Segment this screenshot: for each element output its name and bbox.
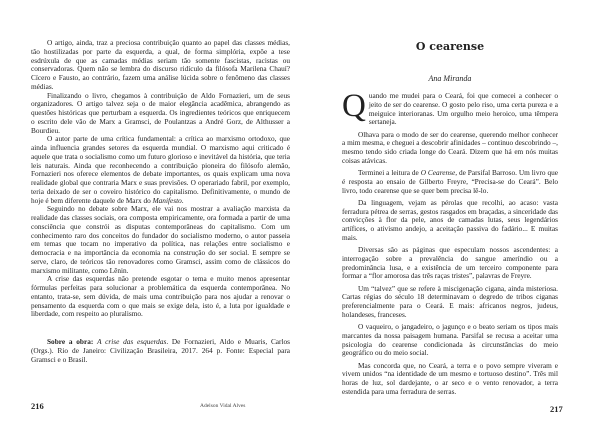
about-label: Sobre a obra: bbox=[47, 337, 94, 346]
book-title: O Cearense bbox=[420, 168, 456, 177]
paragraph-text: , de Parsifal Barroso. Um livro que é resposta ao ensaio de Gilberto Freyre, “Precisa-se do Ceará”. Belo livro, todo cearense que se quer bem precisa lê-lo. bbox=[342, 168, 559, 195]
paragraph: Seguindo no debate sobre Marx, ele vai nos mostrar a avaliação marxista da realidade das classes sociais, ora composta empiricamente, ora formada a partir de uma consciência que constrói as disputas contemporâneas do capitalismo. Com um conhecimento raro dos conceitos do fundador do socialismo moderno, o autor passeia em temas que tocam no imperativo da política, nas relações entre socialismo e democracia e na importância da economia na construção do ser social. E sempre se serve, claro, de teóricos tão renovadores como Gramsci, assim como de clássicos do marxismo militante, como Lênin. bbox=[31, 204, 290, 275]
right-page bbox=[300, 0, 600, 439]
citation: . De Fornazieri, Aldo e Muaris, Carlos (Orgs.). Rio de Janeiro: Civilização Brasileira, 2017. 264 p. Fonte: Especial para Gramsci e o Brasil. bbox=[31, 337, 290, 364]
paragraph-text: Terminei a leitura de bbox=[358, 168, 421, 177]
paragraph: Da linguagem, vejam as pérolas que recolhi, ao acaso: vasta ferradura pétrea de serras, gestos rasgados em braçadas, a sinceridade das convicções à flor da pele, anos de camadas lutas, seus legendários artífices, o ativismo andejo, a aceitação passiva do fadário... E muitas mais. bbox=[342, 197, 558, 242]
page-number: 216 bbox=[31, 401, 44, 411]
paragraph: O vaqueiro, o jangadeiro, o jagunço e o beato seriam os tipos mais marcantes da nossa paisagem humana. Parsifal se recusa a aceitar uma psicologia do cearense condicionada às circunstâncias do meio geográfico ou do meio social. bbox=[342, 322, 558, 358]
page-number: 217 bbox=[550, 404, 563, 414]
paragraph-text: uando me mudei para o Ceará, foi que comecei a conhecer o jeito de ser do cearense. O gosto pelo riso, uma certa pureza e a meiguice interioranas. Um orgulho meio heroico, uma têmpera sertaneja. bbox=[368, 91, 558, 127]
paragraph: Um “talvez” que se refere à miscigenação cigana, ainda misteriosa. Cartas régias do século 18 determinavam o degredo de tribos ciganas preferencialmente para o Ceará. E mais: africanos negros, judeus, holandeses, franceses. bbox=[342, 283, 558, 319]
author-name: Ana Miranda bbox=[428, 74, 472, 83]
paragraph: O artigo, ainda, traz a preciosa contribuição quanto ao papel das classes médias, tão hostilizadas por parte da esquerda, a qual, de forma simplória, expõe a tese esdrúxula de que as camadas médias seriam tão somente fascistas, racistas ou conservadoras. Quem não se lembra do discurso ridículo da filósofa Marilena Chauí? Cícero e Fausto, ao contrário, fazem uma análise lúcida sobre o fenômeno das classes médias. bbox=[31, 38, 290, 91]
left-body-text bbox=[31, 39, 290, 364]
about-the-work bbox=[31, 338, 290, 364]
book-title: A crise das esquerdas bbox=[97, 337, 167, 346]
running-footer: Adelson Vidal Alves bbox=[200, 403, 246, 409]
italic-title: Manifesto bbox=[152, 195, 182, 205]
first-paragraph bbox=[342, 88, 558, 127]
drop-cap: Q bbox=[342, 88, 366, 124]
chapter-title: O cearense bbox=[415, 40, 485, 53]
right-body-text bbox=[342, 88, 559, 400]
paragraph: Olhava para o modo de ser do cearense, querendo melhor conhecer a mim mesma, e cheguei a descobrir afinidades – continuo descobrindo –, mesmo tendo sido criada longe do Ceará. Dizem que há em nós muitas coisas atávicas. bbox=[342, 129, 558, 165]
paragraph: A crise das esquerdas não pretende esgotar o tema e muito menos apresentar fórmulas perfeitas para solucionar a problemática da esquerda contemporânea. No entanto, trata-se, sem dúvida, de mais uma contribuição para nos ajudar a renovar o pensamento da esquerda com o que mais se exige dela, isto é, a luta por igualdade e liberdade, com respeito ao pluralismo. bbox=[31, 274, 290, 319]
paragraph: Finalizando o livro, chegamos à contribuição de Aldo Fornazieri, um de seus organizadores. O artigo talvez seja o de maior elegância acadêmica, abrangendo as questões históricas que perturbam a esquerda. Os ingredientes teóricos que enriquecem o escrito dele vão de Marx a Gramsci, de Poulantzas a André Gorz, de Althusser a Bourdieu. bbox=[31, 90, 290, 135]
paragraph: Diversas são as páginas que especulam nossos ascendentes: a interrogação sobre a prevalência do sangue ameríndio ou a predominância lusa, e a existência de um terceiro componente para formar a “flor amorosa das três raças tristes”, palavras de Freyre. bbox=[342, 245, 558, 281]
paragraph: O autor parte de uma crítica fundamental: a crítica ao marxismo ortodoxo, que ainda influencia grandes setores da esquerda mundial. O marxismo aqui criticado é aquele que trata o socialismo como um futuro glorioso e inevitável da história, que teria leis naturais. Ainda que reconhecendo a contribuição pioneira do filósofo alemão, Fornazieri nos oferece elementos de debate importantes, os quais explicam uma nova realidade global que contraria Marx e suas previsões. O operariado fabril, por exemplo, teria deixado de ser o coveiro histórico do capitalismo. Definitivamente, o mundo de hoje é bem diferente daquele de Marx do Manifesto. bbox=[31, 134, 290, 205]
paragraph: Mas concorda que, no Ceará, a terra e o povo sempre viveram e vivem unidos “na identidade de um mesmo e tortuoso destino”. Três mil horas de luz, sol dardejante, o ar seco e o vento renovador, a terra estendida para uma ferradura de serras. bbox=[342, 360, 558, 396]
paragraph-text: O autor parte de uma crítica fundamental: a crítica ao marxismo ortodoxo, que ainda influencia grandes setores da esquerda mundial. O marxismo aqui criticado é aquele que trata o socialismo como um futuro glorioso e inevitável da história, que teria leis naturais. Ainda que reconhecendo a contribuição pioneira do filósofo alemão, Fornazieri nos oferece elementos de debate importantes, os quais explicam uma nova realidade global que contraria Marx e suas previsões. O operariado fabril, por exemplo, teria deixado de ser o coveiro histórico do capitalismo. Definitivamente, o mundo de hoje é bem diferente daquele de Marx do bbox=[31, 134, 290, 205]
paragraph bbox=[342, 169, 558, 195]
